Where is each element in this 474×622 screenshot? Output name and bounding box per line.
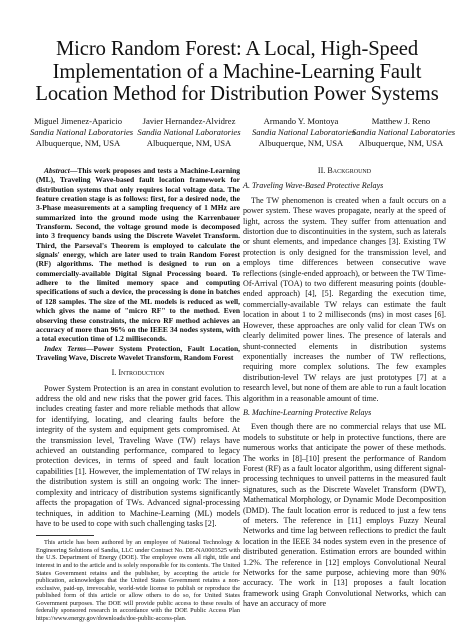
index-terms-label: Index Terms (44, 343, 87, 353)
right-column (243, 166, 446, 610)
author-name: Armando Y. Montoya (263, 116, 339, 126)
abstract-label: Abstract (44, 166, 70, 175)
author-1 (30, 116, 134, 148)
index-terms-text: —Power System Protection, Fault Location, Traveling Wave, Discrete Wavelet Transform, Random Forest (36, 343, 240, 362)
author-location: Albuquerque, NM, USA (258, 137, 344, 148)
author-name: Matthew J. Reno (371, 116, 431, 126)
author-affiliation: Sandia National Laboratories (252, 126, 356, 137)
subsection-a-paragraph: The TW phenomenon is created when a fault occurs on a power system. These waves propagate, nearly at the speed of light, across the system. They suffer from attenuation and distortion due to discontinuities in the system, such as laterals or shunt elements, and impedance changes [3]. Existing TW protection is only designed for the transmission level, and employs time differences between consecutive wave reflections (single-ended approach), or between the TW Time-Of-Arrival (TOA) to two different measuring points (double-ended approach) [4], [5]. Regarding the execution time, commercially-available TW relays can estimate the fault location in about 1 to 2 milliseconds (ms) in most cases [6]. However, these approaches are only valid for clean TWs on clearly delimited power lines. The presence of laterals and shunt-connected elements in distribution systems exponentially increases the number of TW reflections, requiring more complex solutions. The few examples distribution-level TW relays are just prototypes [7] at a research level, but none of them are able to run a fault location algorithm in a reasonable amount of time. (243, 195, 446, 403)
author-2 (134, 116, 244, 148)
author-affiliation: Sandia National Laboratories (30, 126, 134, 137)
author-location: Albuquerque, NM, USA (146, 137, 232, 148)
abstract (36, 166, 240, 344)
left-column (36, 166, 240, 622)
author-affiliation: Sandia National Laboratories (137, 126, 241, 137)
author-block (30, 116, 456, 156)
author-name: Miguel Jimenez-Aparicio (33, 116, 123, 126)
paper-title: Micro Random Forest: A Local, High-Speed Implementation of a Machine-Learning Fault Location Method for Distribution Power Systems (35, 38, 439, 105)
footnote: This article has been authored by an employee of National Technology & Engineering Solutions of Sandia, LLC under Contract No. DE-NA0003525 with the U.S. Department of Energy (DOE). The employee owns all right, title and interest in and to the article and is solely responsible for its contents. The United States Government retains and the publisher, by accepting the article for publication, acknowledges that the United States Government retains a non-exclusive, paid-up, irrevocable, world-wide license to publish or reproduce the published form of this article or allow others to do so, for United States Government purposes. The DOE will provide public access to these results of federally sponsored research in accordance with the DOE Public Access Plan https://www.energy.gov/downloads/doe-public-access-plan. (36, 539, 240, 622)
abstract-text: —This work proposes and tests a Machine-Learning (ML), Traveling Wave-based fault location framework for distribution systems that only requires local voltage data. The feature creation stage is as follows: first, for a desired node, the 3-Phase measurements at a sampling frequency of 1 MHz are summarized into the ground mode using the Karrenbauer Transform. Second, the voltage ground mode is decomposed into 3 frequency bands using the Discrete Wavelet Transform. Third, the Parseval's Theorem is employed to calculate the signals' energy, which are later used to train Random Forest (RF) algorithms. The method is designed to run on a commercially-available Digital Signal Processing board. To adhere to the limited memory space and computing specifications of such a device, the processing is done in batches of 128 samples. The size of the ML models is reduced as well, which gives the name of "micro RF" to the method. Even observing these constraints, the micro RF method achieves an accuracy of more than 96% on the IEEE 34 nodes system, with a total execution time of 1.2 milliseconds. (36, 166, 240, 344)
subsection-b-paragraph: Even though there are no commercial relays that use ML models to substitute or help in protective functions, there are numerous works that anticipate the power of these methods. The works in [8]–[10] present the performance of Random Forest (RF) as a fault locator algorithm, using different signal-processing techniques to unveil patterns in the measured fault signatures, such as the Discrete Wavelet Transform (DWT), Mathematical Morphology, or Dynamic Mode Decomposition (DMD). The fault location error is reduced to just a few tens of meters. The reference in [11] employs Fuzzy Neural Networks and time lag between reflections to predict the fault location in the IEEE 34 nodes system even in the presence of distributed generation. Estimation errors are bounded within 1.2%. The reference in [12] employs Convolutional Neural Networks for the same purpose, achieving more than 90% accuracy. The work in [13] proposes a fault location framework using Graph Convolutional Networks, which can have an accuracy of more (243, 422, 446, 609)
index-terms (36, 344, 240, 363)
introduction-paragraph: Power System Protection is an area in constant evolution to address the old and new risks that the power grid faces. This includes creating faster and more reliable methods that allow for identifying, locating, and clearing faults before the integrity of the system and equipment gets compromised. At the transmission level, Traveling Wave (TW) relays have achieved an outstanding performance, compared to legacy protection devices, in terms of speed and fault location capabilities [1]. However, the implementation of TW relays in the distribution system is still an ongoing work: The inner-complexity and intricacy of distribution systems significantly affects the propagation of TWs. Advanced signal-processing techniques, in addition to Machine-Learning (ML) models have to be used to cope with such challenging tasks [2]. (36, 383, 240, 528)
author-affiliation: Sandia National Laboratories (352, 126, 456, 137)
author-3 (252, 116, 356, 148)
section-heading-background: II. Background (317, 166, 372, 175)
author-name: Javier Hernandez-Alvidrez (142, 116, 236, 126)
subsection-heading-b: B. Machine-Learning Protective Relays (243, 407, 372, 417)
subsection-heading-a: A. Traveling Wave-Based Protective Relays (243, 181, 384, 191)
section-heading-introduction: I. Introduction (111, 368, 165, 378)
author-location: Albuquerque, NM, USA (358, 137, 444, 148)
author-4 (352, 116, 456, 148)
footnote-divider (36, 535, 94, 536)
author-location: Albuquerque, NM, USA (35, 137, 121, 148)
